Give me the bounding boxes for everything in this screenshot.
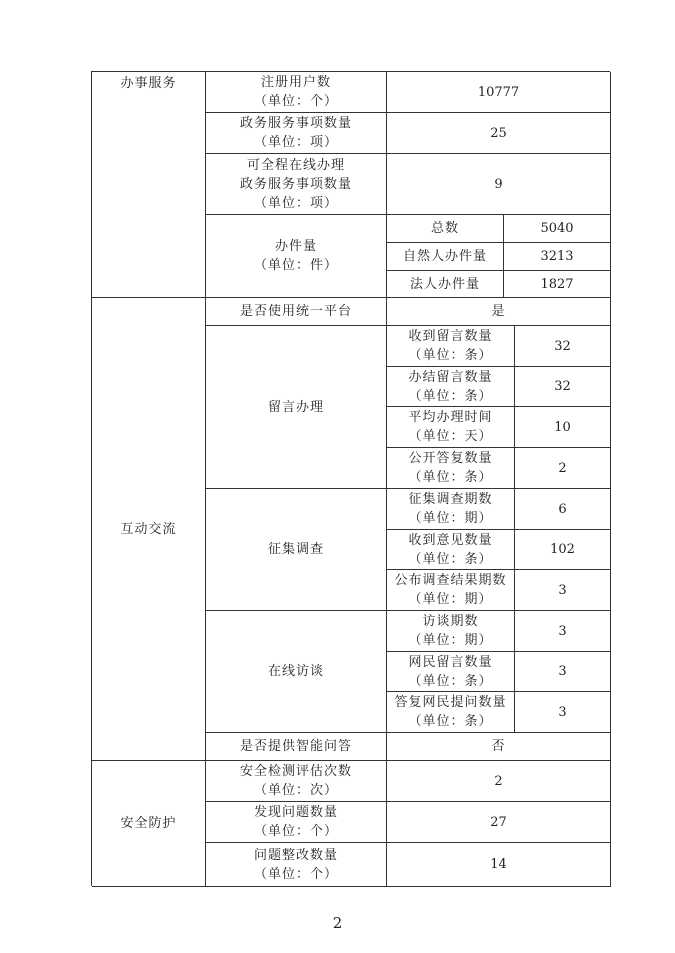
handled-label: 办件量 （单位：件）: [206, 215, 387, 298]
surveys-results-label: 公布调查结果期数 （单位：期）: [387, 570, 515, 611]
unified-platform-value: 是: [387, 298, 611, 326]
handled-natural-value: 3213: [504, 243, 611, 271]
registered-users-label: 注册用户数 （单位：个）: [206, 72, 387, 113]
interviews-messages-label: 网民留言数量 （单位：条）: [387, 652, 515, 692]
messages-closed-value: 32: [515, 367, 611, 407]
service-items-value: 25: [387, 113, 611, 154]
messages-received-label: 收到留言数量 （单位：条）: [387, 326, 515, 367]
surveys-results-value: 3: [515, 570, 611, 611]
issues-found-value: 27: [387, 802, 611, 843]
interviews-periods-value: 3: [515, 611, 611, 652]
unified-platform-label: 是否使用统一平台: [206, 298, 387, 326]
interviews-label: 在线访谈: [206, 611, 387, 733]
messages-closed-label: 办结留言数量 （单位：条）: [387, 367, 515, 407]
online-items-label: 可全程在线办理 政务服务事项数量 （单位：项）: [206, 154, 387, 215]
handled-natural-label: 自然人办件量: [387, 243, 504, 271]
registered-users-value: 10777: [387, 72, 611, 113]
issues-found-label: 发现问题数量 （单位：个）: [206, 802, 387, 843]
issues-fixed-label: 问题整改数量 （单位：个）: [206, 843, 387, 887]
surveys-periods-label: 征集调查期数 （单位：期）: [387, 489, 515, 530]
statistics-table: [91, 71, 610, 886]
section-interaction: 互动交流: [92, 298, 206, 761]
service-items-label: 政务服务事项数量 （单位：项）: [206, 113, 387, 154]
interviews-messages-value: 3: [515, 652, 611, 692]
messages-public-label: 公开答复数量 （单位：条）: [387, 448, 515, 489]
surveys-periods-value: 6: [515, 489, 611, 530]
messages-received-value: 32: [515, 326, 611, 367]
surveys-opinions-value: 102: [515, 530, 611, 570]
section-services: 办事服务: [92, 72, 206, 298]
security-checks-label: 安全检测评估次数 （单位：次）: [206, 761, 387, 802]
handled-total-label: 总数: [387, 215, 504, 243]
interviews-answered-value: 3: [515, 692, 611, 733]
smart-qa-label: 是否提供智能问答: [206, 733, 387, 761]
page-number: 2: [332, 914, 343, 932]
section-security: 安全防护: [92, 761, 206, 887]
issues-fixed-value: 14: [387, 843, 611, 887]
interviews-answered-label: 答复网民提问数量 （单位：条）: [387, 692, 515, 733]
messages-public-value: 2: [515, 448, 611, 489]
handled-legal-label: 法人办件量: [387, 271, 504, 298]
messages-label: 留言办理: [206, 326, 387, 489]
messages-avg-time-label: 平均办理时间 （单位：天）: [387, 407, 515, 448]
online-items-value: 9: [387, 154, 611, 215]
smart-qa-value: 否: [387, 733, 611, 761]
messages-avg-time-value: 10: [515, 407, 611, 448]
handled-total-value: 5040: [504, 215, 611, 243]
interviews-periods-label: 访谈期数 （单位：期）: [387, 611, 515, 652]
handled-legal-value: 1827: [504, 271, 611, 298]
surveys-label: 征集调查: [206, 489, 387, 611]
surveys-opinions-label: 收到意见数量 （单位：条）: [387, 530, 515, 570]
security-checks-value: 2: [387, 761, 611, 802]
